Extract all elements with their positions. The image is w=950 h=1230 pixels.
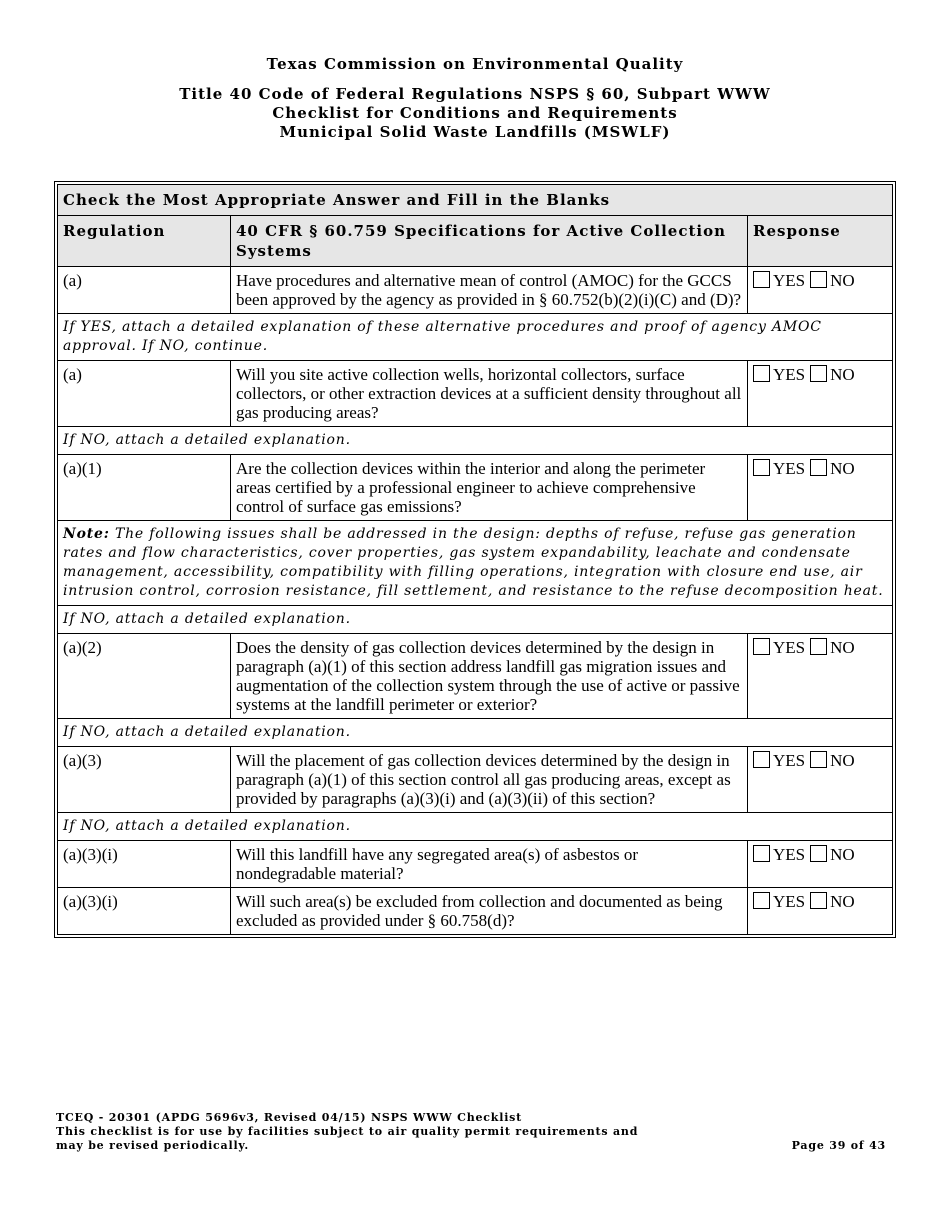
yes-label: YES [773, 892, 806, 911]
title-line-3: Municipal Solid Waste Landfills (MSWLF) [279, 123, 671, 141]
no-checkbox[interactable] [810, 845, 827, 862]
document-header [0, 55, 950, 142]
yes-label: YES [773, 365, 806, 384]
question-row [58, 747, 893, 813]
instruction-row [58, 606, 893, 634]
response-cell [748, 267, 893, 314]
instruction-cell [58, 719, 893, 747]
instruction-text: If NO, attach a detailed explanation. [63, 611, 351, 627]
header-section: 40 CFR § 60.759 Specifications for Active Collection Systems [231, 216, 748, 267]
instruction-cell [58, 314, 893, 361]
column-header-row [58, 216, 893, 267]
instruction-row [58, 813, 893, 841]
response-cell [748, 888, 893, 935]
no-label: NO [830, 365, 855, 384]
no-label: NO [830, 271, 855, 290]
no-checkbox[interactable] [810, 751, 827, 768]
no-checkbox[interactable] [810, 892, 827, 909]
question-row [58, 634, 893, 719]
no-label: NO [830, 845, 855, 864]
instruction-text: The following issues shall be addressed in the design: depths of refuse, refuse gas generation rates and flow characteristics, cover properties, gas system expandability, leachate and condensate management, accessibility, compatibility with filling operations, integration with closure end use, air intrusion control, corrosion resistance, fill settlement, and resistance to the refuse decomposition heat. [63, 526, 884, 599]
no-label: NO [830, 892, 855, 911]
yes-label: YES [773, 751, 806, 770]
question-row [58, 361, 893, 427]
question-cell: Will such area(s) be excluded from collection and documented as being excluded as provided under § 60.758(d)? [231, 888, 748, 935]
no-checkbox[interactable] [810, 638, 827, 655]
checklist-table-frame [54, 181, 896, 938]
instruction-row [58, 521, 893, 606]
yes-checkbox[interactable] [753, 845, 770, 862]
yes-label: YES [773, 459, 806, 478]
yes-checkbox[interactable] [753, 638, 770, 655]
instruction-text: If NO, attach a detailed explanation. [63, 818, 351, 834]
no-checkbox[interactable] [810, 365, 827, 382]
instruction-text: If NO, attach a detailed explanation. [63, 432, 351, 448]
instruction-cell [58, 606, 893, 634]
instruction-text: If YES, attach a detailed explanation of these alternative procedures and proof of agency AMOC approval. If NO, continue. [63, 319, 822, 354]
yes-checkbox[interactable] [753, 751, 770, 768]
no-checkbox[interactable] [810, 459, 827, 476]
response-cell [748, 747, 893, 813]
regulation-cell: (a)(3)(i) [58, 888, 231, 935]
no-checkbox[interactable] [810, 271, 827, 288]
title-line-1: Title 40 Code of Federal Regulations NSPS § 60, Subpart WWW [179, 85, 771, 103]
yes-checkbox[interactable] [753, 271, 770, 288]
response-cell [748, 634, 893, 719]
yes-label: YES [773, 638, 806, 657]
no-label: NO [830, 638, 855, 657]
footer-info [56, 1111, 638, 1153]
header-regulation: Regulation [58, 216, 231, 267]
instruction-row [58, 427, 893, 455]
question-row [58, 455, 893, 521]
yes-label: YES [773, 845, 806, 864]
response-cell [748, 361, 893, 427]
question-cell: Will the placement of gas collection devices determined by the design in paragraph (a)(1) of this section control all gas producing areas, except as provided by paragraphs (a)(3)(i) and (a)(3)(ii) of this section? [231, 747, 748, 813]
no-label: NO [830, 459, 855, 478]
instruction-cell [58, 521, 893, 606]
instruction-cell [58, 427, 893, 455]
response-cell [748, 841, 893, 888]
regulation-cell: (a)(3) [58, 747, 231, 813]
instruction-text: If NO, attach a detailed explanation. [63, 724, 351, 740]
checklist-table [57, 184, 893, 935]
yes-checkbox[interactable] [753, 365, 770, 382]
yes-label: YES [773, 271, 806, 290]
yes-checkbox[interactable] [753, 459, 770, 476]
question-cell: Will this landfill have any segregated area(s) of asbestos or nondegradable material? [231, 841, 748, 888]
question-cell: Does the density of gas collection devices determined by the design in paragraph (a)(1) of this section address landfill gas migration issues and augmentation of the collection system through the use of active or passive systems at the landfill perimeter or exterior? [231, 634, 748, 719]
question-row [58, 888, 893, 935]
question-cell: Are the collection devices within the interior and along the perimeter areas certified by a professional engineer to achieve comprehensive control of surface gas emissions? [231, 455, 748, 521]
instruction-cell [58, 813, 893, 841]
question-cell: Will you site active collection wells, horizontal collectors, surface collectors, or other extraction devices at a sufficient density throughout all gas producing areas? [231, 361, 748, 427]
note-label: Note: [63, 526, 110, 542]
yes-checkbox[interactable] [753, 892, 770, 909]
instruction-row [58, 314, 893, 361]
regulation-cell: (a)(1) [58, 455, 231, 521]
instruction-row [58, 719, 893, 747]
question-row [58, 841, 893, 888]
page-number: Page 39 of 43 [791, 1139, 886, 1152]
question-row [58, 267, 893, 314]
banner-cell: Check the Most Appropriate Answer and Fill in the Blanks [58, 185, 893, 216]
regulation-cell: (a) [58, 267, 231, 314]
title-line-2: Checklist for Conditions and Requirements [272, 104, 678, 122]
footer-line-2: This checklist is for use by facilities subject to air quality permit requirements and [56, 1125, 639, 1138]
question-cell: Have procedures and alternative mean of control (AMOC) for the GCCS been approved by the agency as provided in § 60.752(b)(2)(i)(C) and (D)? [231, 267, 748, 314]
no-label: NO [830, 751, 855, 770]
header-response: Response [748, 216, 893, 267]
response-cell [748, 455, 893, 521]
footer-line-1: TCEQ - 20301 (APDG 5696v3, Revised 04/15) NSPS WWW Checklist [56, 1111, 523, 1124]
agency-name: Texas Commission on Environmental Quality [266, 55, 684, 73]
footer-line-3: may be revised periodically. [56, 1139, 249, 1152]
regulation-cell: (a) [58, 361, 231, 427]
regulation-cell: (a)(3)(i) [58, 841, 231, 888]
regulation-cell: (a)(2) [58, 634, 231, 719]
banner-row [58, 185, 893, 216]
